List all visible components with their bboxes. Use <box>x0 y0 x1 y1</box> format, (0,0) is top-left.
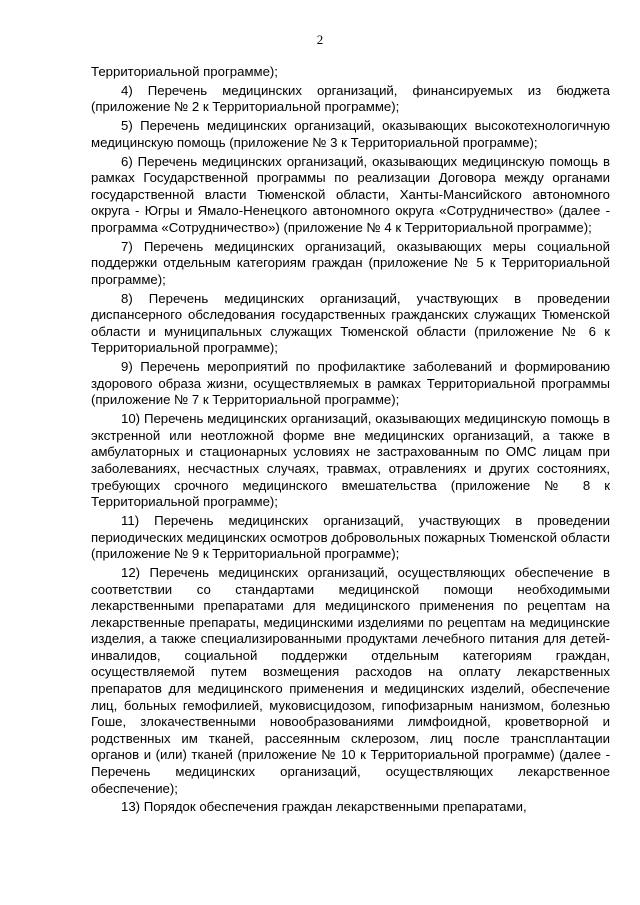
list-item-6: 6) Перечень медицинских организаций, оказывающих медицинскую помощь в рамках Государственной программы по реализации Договора между органами государственной власти Тюменской области, Ханты-Мансийского автономного округа - Югры и Ямало-Ненецкого автономного округа «Сотрудничество» (далее - программа «Сотрудничество») (приложение № 4 к Территориальной программе); <box>91 153 610 235</box>
list-item-11: 11) Перечень медицинских организаций, участвующих в проведении периодических медицинских осмотров добровольных пожарных Тюменской области (приложение № 9 к Территориальной программе); <box>91 512 610 562</box>
list-item-8: 8) Перечень медицинских организаций, участвующих в проведении диспансерного обследования государственных гражданских служащих Тюменской области и муниципальных служащих Тюменской области (приложение № 6 к Территориальной программе); <box>91 290 610 356</box>
paragraph-continuation: Территориальной программе); <box>91 64 278 79</box>
list-item-13: 13) Порядок обеспечения граждан лекарственными препаратами, <box>121 799 527 815</box>
page-number: 2 <box>316 32 324 47</box>
list-item-12: 12) Перечень медицинских организаций, осуществляющих обеспечение в соответствии со стандартами медицинской помощи необходимыми лекарственными препаратами для медицинского применения по рецептам на лекарственные препараты, медицинскими изделиями по рецептам на медицинские изделия, а также специализированными продуктами лечебного питания для детей-инвалидов, социальной поддержки отдельным категориям граждан, осуществляемой путем возмещения расходов на оплату лекарственных препаратов для медицинского применения и медицинских изделий, обеспечение лиц, больных гемофилией, муковисцидозом, гипофизарным нанизмом, болезнью Гоше, злокачественными новообразованиями лимфоидной, кроветворной и родственных им тканей, рассеянным склерозом, лиц после трансплантации органов и (или) тканей (приложение № 10 к Территориальной программе) (далее - Перечень медицинских организаций, осуществляющих лекарственное обеспечение); <box>91 564 610 796</box>
list-item-10: 10) Перечень медицинских организаций, оказывающих медицинскую помощь в экстренной или неотложной форме вне медицинских организаций, а также в амбулаторных и стационарных условиях не застрахованным по ОМС лицам при заболеваниях, несчастных случаях, травмах, отравлениях и других состояниях, требующих срочного медицинского вмешательства (приложение № 8 к Территориальной программе); <box>91 411 610 510</box>
list-item-7: 7) Перечень медицинских организаций, оказывающих меры социальной поддержки отдельным категориям граждан (приложение № 5 к Территориальной программе); <box>91 238 610 287</box>
list-item-5: 5) Перечень медицинских организаций, оказывающих высокотехнологичную медицинскую помощь (приложение № 3 к Территориальной программе); <box>91 118 610 150</box>
list-item-9: 9) Перечень мероприятий по профилактике заболеваний и формированию здорового образа жизни, осуществляемых в рамках Территориальной программы (приложение № 7 к Территориальной программе); <box>91 359 610 408</box>
list-item-4: 4) Перечень медицинских организаций, финансируемых из бюджета (приложение № 2 к Территориальной программе); <box>91 82 610 115</box>
document-body <box>91 64 610 818</box>
